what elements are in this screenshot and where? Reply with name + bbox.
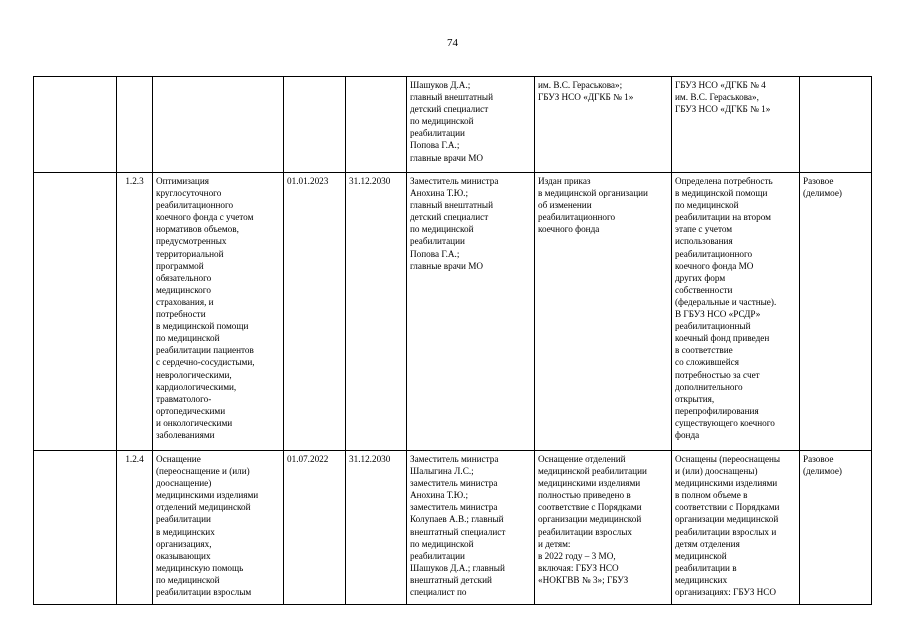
activity-cell: Оптимизация круглосуточного реабилитационного коечного фонда с учетом нормативов объемов, предусмотренных территориальной программой обязательного медицинского страхования, и потребности в медицинской помощи по медицинской реабилитации пациентов с сердечно-сосудистыми, неврологическими, кардиологическими, травматолого- ортопедическими и онкологическими заболеваниями bbox=[153, 173, 284, 451]
start-date: 01.01.2023 bbox=[284, 173, 346, 451]
end-date: 31.12.2030 bbox=[346, 173, 407, 451]
table-row bbox=[34, 173, 872, 451]
indicator-cell: Определена потребность в медицинской помощи по медицинской реабилитации на втором этапе с учетом использования реабилитационного коечного фонда МО других форм собственности (федеральные и частные). В ГБУЗ НСО «РСДР» реабилитационный коечный фонд приведен в соответствие со сложившейся потребностью за счет дополнительного открытия, перепрофилирования существующего коечного фонда bbox=[672, 173, 800, 451]
measure-number: 1.2.3 bbox=[117, 173, 153, 451]
responsible-cell: Заместитель министра Шалыгина Л.С.; заместитель министра Анохина Т.Ю.; заместитель министра Колупаев А.В.; главный внештатный специалист по медицинской реабилитации Шашуков Д.А.; главный внештатный детский специалист по bbox=[407, 451, 535, 605]
result-cell: им. В.С. Гераськова»; ГБУЗ НСО «ДГКБ № 1» bbox=[535, 77, 672, 173]
activity-cell bbox=[153, 77, 284, 173]
result-cell: Издан приказ в медицинской организации об изменении реабилитационного коечного фонда bbox=[535, 173, 672, 451]
type-cell bbox=[800, 77, 872, 173]
responsible-cell: Заместитель министра Анохина Т.Ю.; главный внештатный детский специалист по медицинской реабилитации Попова Г.А.; главные врачи МО bbox=[407, 173, 535, 451]
measure-number: 1.2.4 bbox=[117, 451, 153, 605]
end-date bbox=[346, 77, 407, 173]
type-cell: Разовое (делимое) bbox=[800, 451, 872, 605]
activity-cell: Оснащение (переоснащение и (или) дооснащение) медицинскими изделиями отделений медицинской реабилитации в медицинских организациях, оказывающих медицинскую помощь по медицинской реабилитации взрослым bbox=[153, 451, 284, 605]
indicator-cell: ГБУЗ НСО «ДГКБ № 4 им. В.С. Гераськова», ГБУЗ НСО «ДГКБ № 1» bbox=[672, 77, 800, 173]
end-date: 31.12.2030 bbox=[346, 451, 407, 605]
start-date: 01.07.2022 bbox=[284, 451, 346, 605]
blank-cell bbox=[34, 173, 117, 451]
responsible-cell: Шашуков Д.А.; главный внештатный детский специалист по медицинской реабилитации Попова Г.А.; главные врачи МО bbox=[407, 77, 535, 173]
start-date bbox=[284, 77, 346, 173]
type-cell: Разовое (делимое) bbox=[800, 173, 872, 451]
measures-table bbox=[33, 76, 872, 605]
indicator-cell: Оснащены (переоснащены и (или) дооснащены) медицинскими изделиями в полном объеме в соответствии с Порядками организации медицинской реабилитации взрослых и детям отделения медицинской реабилитации в медицинских организациях: ГБУЗ НСО bbox=[672, 451, 800, 605]
measure-number bbox=[117, 77, 153, 173]
page-number: 74 bbox=[447, 37, 458, 49]
result-cell: Оснащение отделений медицинской реабилитации медицинскими изделиями полностью приведено в соответствие с Порядками организации медицинской реабилитации взрослых и детям: в 2022 году – 3 МО, включая: ГБУЗ НСО «НОКГВВ № 3»; ГБУЗ bbox=[535, 451, 672, 605]
blank-cell bbox=[34, 77, 117, 173]
blank-cell bbox=[34, 451, 117, 605]
table-row bbox=[34, 77, 872, 173]
table-row bbox=[34, 451, 872, 605]
